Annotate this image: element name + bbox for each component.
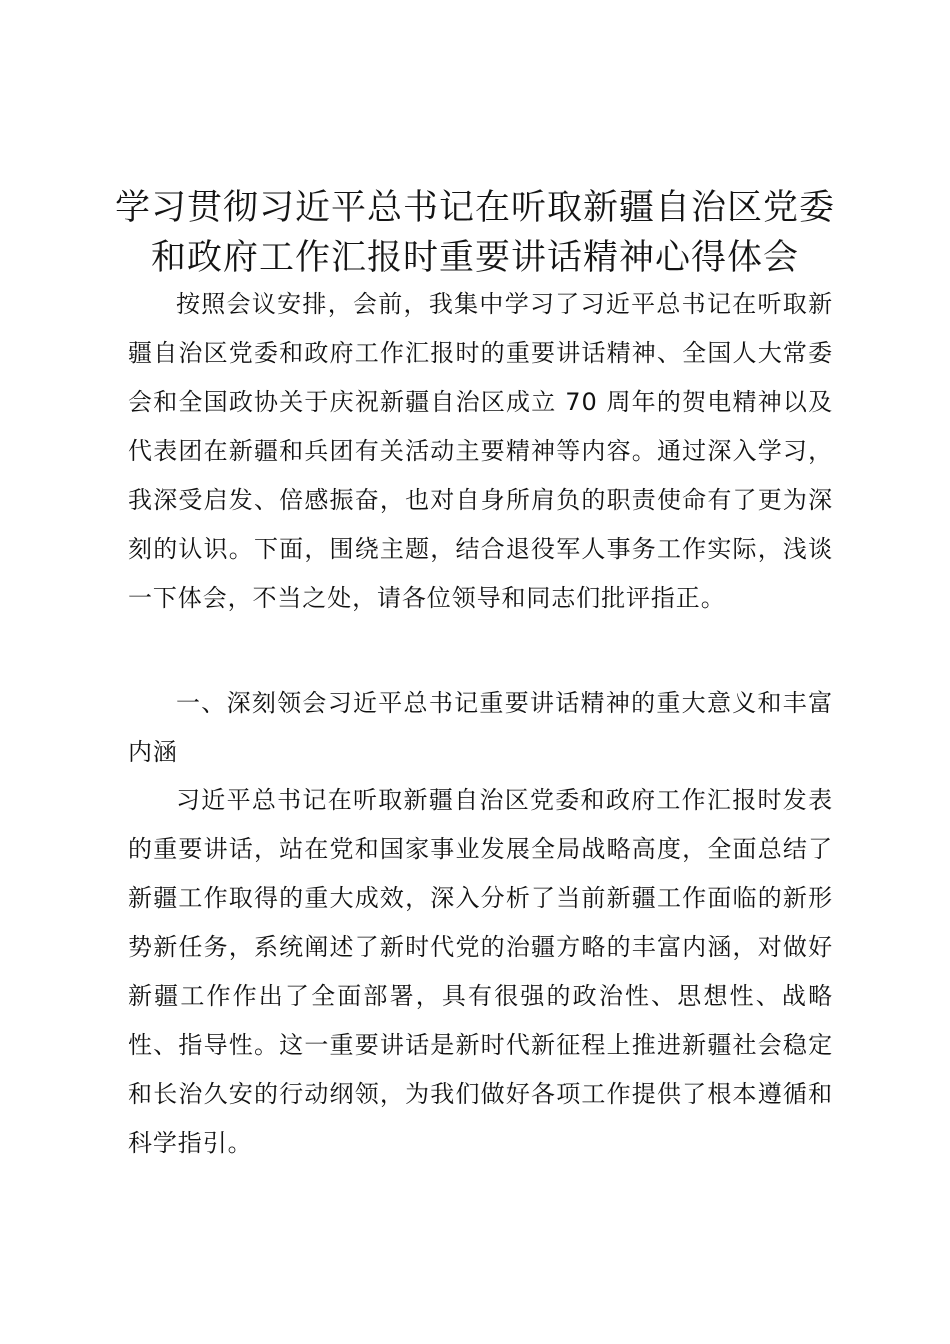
document-title-line-2: 和政府工作汇报时重要讲话精神心得体会 [150,238,799,278]
section-heading-1: 一、深刻领会习近平总书记重要讲话精神的重大意义和丰富内涵 [128,689,833,766]
section-1-paragraph: 习近平总书记在听取新疆自治区党委和政府工作汇报时发表的重要讲话，站在党和国家事业发展全局战略高度，全面总结了新疆工作取得的重大成效，深入分析了当前新疆工作面临的新形势新任务，系统阐述了新时代党的治疆方略的丰富内涵，对做好新疆工作作出了全面部署，具有很强的政治性、思想性、战略性、指导性。这一重要讲话是新时代新征程上推进新疆社会稳定和长治久安的行动纲领，为我们做好各项工作提供了根本遵循和科学指引。 [128,786,833,1157]
intro-paragraph: 按照会议安排，会前，我集中学习了习近平总书记在听取新疆自治区党委和政府工作汇报时的重要讲话精神、全国人大常委会和全国政协关于庆祝新疆自治区成立 70 周年的贺电精神以及代表团在新疆和兵团有关活动主要精神等内容。通过深入学习，我深受启发、倍感振奋，也对自身所肩负的职责使命有了更为深刻的认识。下面，围绕主题，结合退役军人事务工作实际，浅谈一下体会，不当之处，请各位领导和同志们批评指正。 [128,290,833,612]
document-title-line-1: 学习贯彻习近平总书记在听取新疆自治区党委 [114,188,835,228]
